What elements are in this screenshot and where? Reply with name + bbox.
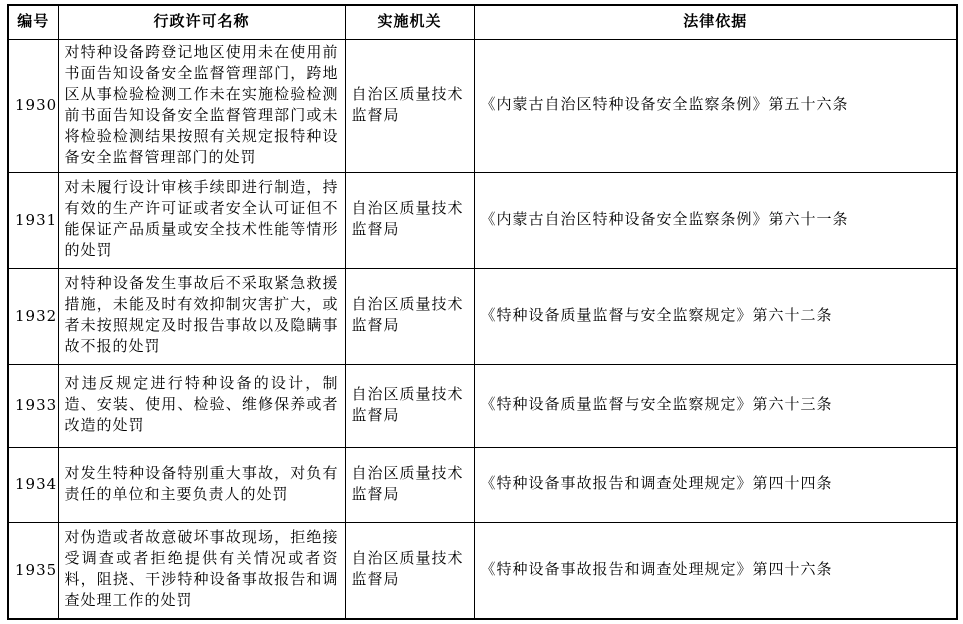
table-row [8,268,957,364]
row-id-cell: 1933 [8,364,58,447]
table-row [8,447,957,522]
agency-cell: 自治区质量技术监督局 [345,39,474,172]
administrative-permission-table [7,4,958,620]
row-id-cell: 1930 [8,39,58,172]
permission-name-cell: 对伪造或者故意破坏事故现场，拒绝接受调查或者拒绝提供有关情况或者资料，阻挠、干涉特种设备事故报告和调查处理工作的处罚 [58,522,345,619]
table-row [8,39,957,172]
row-id-cell: 1931 [8,172,58,268]
agency-cell: 自治区质量技术监督局 [345,172,474,268]
permission-name-cell: 对发生特种设备特别重大事故，对负有责任的单位和主要负责人的处罚 [58,447,345,522]
header-number: 编号 [8,5,58,39]
legal-basis-cell: 《特种设备事故报告和调查处理规定》第四十六条 [474,522,957,619]
row-id-cell: 1935 [8,522,58,619]
header-permission-name: 行政许可名称 [58,5,345,39]
legal-basis-cell: 《内蒙古自治区特种设备安全监察条例》第六十一条 [474,172,957,268]
table-row [8,172,957,268]
permission-name-cell: 对特种设备跨登记地区使用未在使用前书面告知设备安全监督管理部门，跨地区从事检验检测工作未在实施检验检测前书面告知设备安全监督管理部门或未将检验检测结果按照有关规定报特种设备安全监督管理部门的处罚 [58,39,345,172]
legal-basis-cell: 《特种设备事故报告和调查处理规定》第四十四条 [474,447,957,522]
legal-basis-cell: 《特种设备质量监督与安全监察规定》第六十二条 [474,268,957,364]
agency-cell: 自治区质量技术监督局 [345,268,474,364]
table-row [8,522,957,619]
header-agency: 实施机关 [345,5,474,39]
header-legal-basis: 法律依据 [474,5,957,39]
permission-name-cell: 对未履行设计审核手续即进行制造，持有效的生产许可证或者安全认可证但不能保证产品质量或安全技术性能等情形的处罚 [58,172,345,268]
row-id-cell: 1932 [8,268,58,364]
table-row [8,364,957,447]
permission-name-cell: 对特种设备发生事故后不采取紧急救援措施，未能及时有效抑制灾害扩大，或者未按照规定及时报告事故以及隐瞒事故不报的处罚 [58,268,345,364]
legal-basis-cell: 《特种设备质量监督与安全监察规定》第六十三条 [474,364,957,447]
agency-cell: 自治区质量技术监督局 [345,364,474,447]
legal-basis-cell: 《内蒙古自治区特种设备安全监察条例》第五十六条 [474,39,957,172]
agency-cell: 自治区质量技术监督局 [345,522,474,619]
table-header-row [8,5,957,39]
permission-name-cell: 对违反规定进行特种设备的设计，制造、安装、使用、检验、维修保养或者改造的处罚 [58,364,345,447]
agency-cell: 自治区质量技术监督局 [345,447,474,522]
row-id-cell: 1934 [8,447,58,522]
